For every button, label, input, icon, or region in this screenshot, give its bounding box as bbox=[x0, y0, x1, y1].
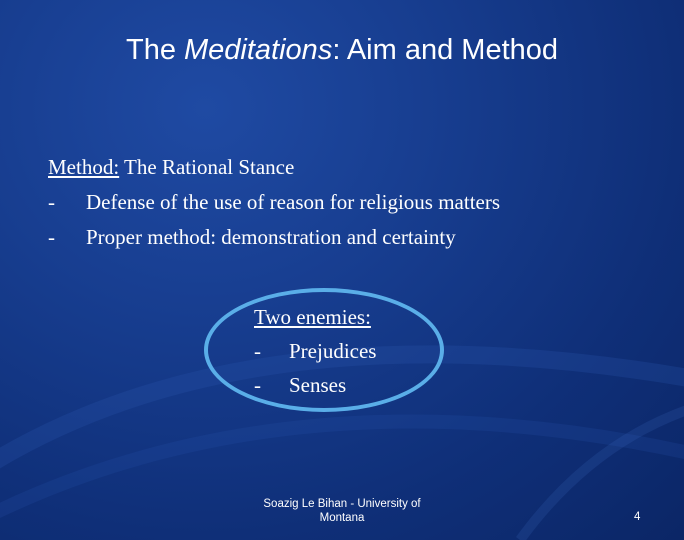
bullet-text: Defense of the use of reason for religious matters bbox=[86, 190, 501, 214]
bullet-dash: - bbox=[254, 339, 261, 363]
enemies-section bbox=[254, 300, 376, 402]
page-number: 4 bbox=[634, 511, 641, 523]
footer-line: Soazig Le Bihan - University of bbox=[263, 498, 421, 510]
method-heading-rest: The Rational Stance bbox=[119, 155, 295, 179]
bullet-text: Prejudices bbox=[289, 339, 377, 363]
method-section bbox=[48, 150, 500, 255]
bullet-dash: - bbox=[48, 225, 55, 249]
slide-title bbox=[0, 34, 684, 67]
bullet-dash: - bbox=[48, 190, 55, 214]
enemies-heading: Two enemies: bbox=[254, 305, 371, 329]
enemies-item bbox=[254, 334, 376, 368]
method-bullet bbox=[48, 185, 500, 220]
bullet-dash: - bbox=[254, 373, 261, 397]
footer-line: Montana bbox=[319, 512, 365, 524]
method-heading-label: Method: bbox=[48, 155, 120, 179]
method-heading bbox=[48, 150, 500, 185]
enemies-item bbox=[254, 368, 376, 402]
bullet-text: Senses bbox=[289, 373, 347, 397]
footer-author bbox=[242, 497, 442, 525]
title-italic: Meditations bbox=[184, 34, 333, 66]
method-bullet bbox=[48, 220, 500, 255]
title-suffix: : Aim and Method bbox=[332, 34, 559, 66]
bullet-text: Proper method: demonstration and certainty bbox=[86, 225, 456, 249]
title-prefix: The bbox=[125, 34, 185, 66]
